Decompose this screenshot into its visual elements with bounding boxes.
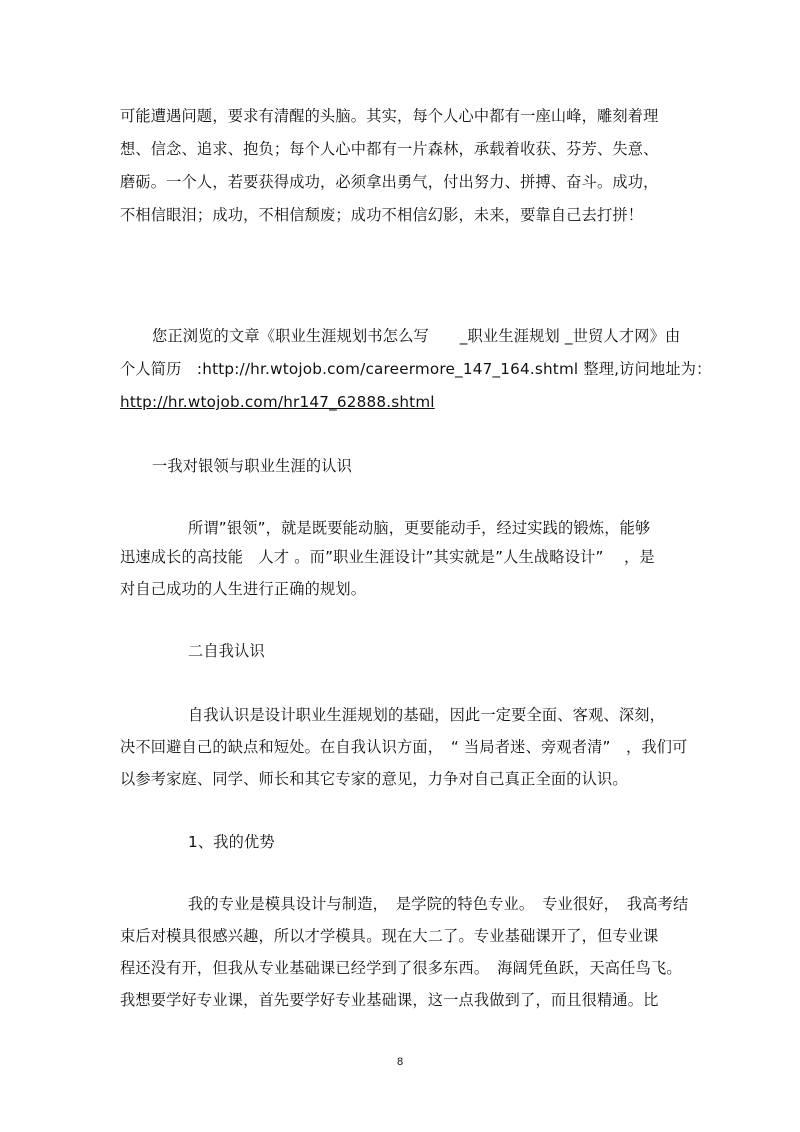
page-number: 8 bbox=[396, 1056, 404, 1068]
section-heading: 1、我的优势 bbox=[188, 833, 275, 851]
text-line: 我想要学好专业课，首先要学好专业基础课，这一点我做到了，而且很精通。比 bbox=[120, 991, 659, 1009]
text-line: 不相信眼泪；成功，不相信颓废；成功不相信幻影，未来，要靠自己去打拼！ bbox=[120, 206, 644, 224]
text-line: 对自己成功的人生进行正确的规划。 bbox=[120, 580, 367, 598]
text-line: 以参考家庭、同学、师长和其它专家的意见，力争对自己真正全面的认识。 bbox=[120, 770, 628, 788]
text-line: 磨砺。一个人，若要获得成功，必须拿出勇气，付出努力、拼搏、奋斗。成功， bbox=[120, 173, 659, 191]
section-heading: 二自我认识 bbox=[188, 642, 265, 660]
text-line: 程还没有开，但我从专业基础课已经学到了很多东西。 海阔凭鱼跃，天高任鸟飞。 bbox=[120, 959, 682, 977]
source-url-line: 个人简历 :http://hr.wtojob.com/careermore_147_164.shtml 整理,访问地址为： bbox=[120, 360, 712, 378]
article-link[interactable]: http://hr.wtojob.com/hr147_62888.shtml bbox=[120, 393, 435, 411]
text-line: 迅速成长的高技能 人才 。而”职业生涯设计”其实就是”人生战略设计” ，是 bbox=[120, 548, 655, 566]
text-line: 您正浏览的文章《职业生涯规划书怎么写 _职业生涯规划 _世贸人才网》由 bbox=[152, 327, 681, 345]
text-line: 我的专业是模具设计与制造， 是学院的特色专业。 专业很好， 我高考结 bbox=[188, 895, 689, 913]
text-line: 束后对模具很感兴趣，所以才学模具。现在大二了。专业基础课开了，但专业课 bbox=[120, 927, 659, 945]
text-line: 决不回避自己的缺点和短处。在自我认识方面， “ 当局者迷、旁观者清” ，我们可 bbox=[120, 738, 688, 756]
text-line: 所谓”银领”，就是既要能动脑，更要能动手，经过实践的锻炼，能够 bbox=[188, 519, 651, 537]
text-line: 自我认识是设计职业生涯规划的基础，因此一定要全面、客观、深刻， bbox=[188, 706, 666, 724]
text-line: 想、信念、追求、抱负；每个人心中都有一片森林，承载着收获、芬芳、失意、 bbox=[120, 140, 659, 158]
text-line: 可能遭遇问题，要求有清醒的头脑。其实，每个人心中都有一座山峰，雕刻着理 bbox=[120, 107, 659, 125]
section-heading: 一我对银领与职业生涯的认识 bbox=[152, 457, 353, 475]
